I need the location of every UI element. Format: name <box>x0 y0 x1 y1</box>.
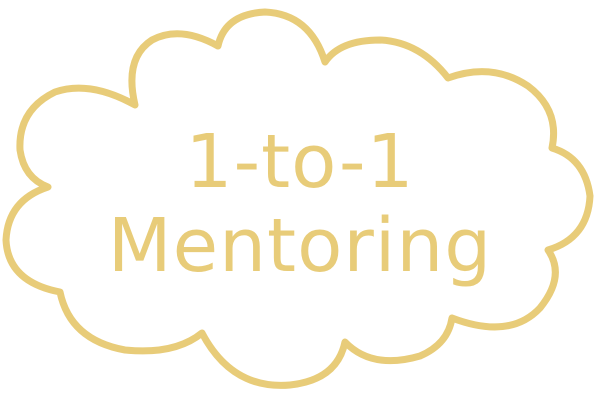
cloud-label <box>0 120 600 288</box>
cloud-label-line2: Mentoring <box>107 203 493 289</box>
cloud-label-line1: 1-to-1 <box>185 119 415 205</box>
